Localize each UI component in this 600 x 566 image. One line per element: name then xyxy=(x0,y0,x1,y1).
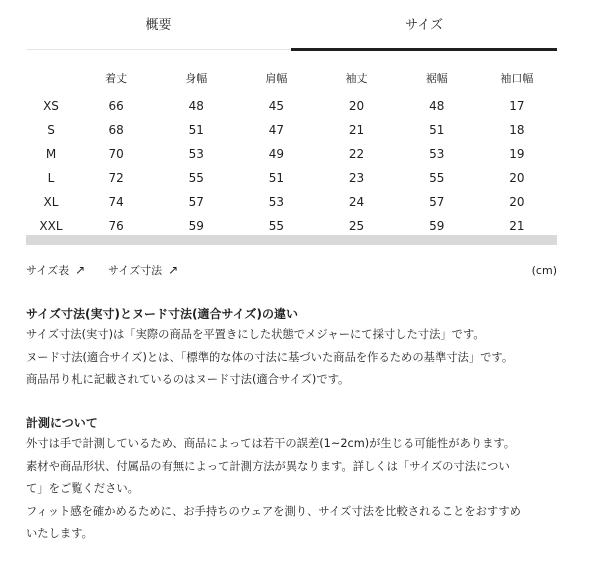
body-line: サイズ寸法(実寸)は「実際の商品を平置きにした状態でメジャーにて採寸した寸法」です。 xyxy=(26,328,485,341)
section-title-measurement: 計測について xyxy=(26,416,98,430)
table-row xyxy=(26,142,557,166)
body-line: フィット感を確かめるために、お手持ちのウェアを測り、サイズ寸法を比較されることをおすすめ xyxy=(26,504,521,518)
table-row xyxy=(26,94,557,118)
size-chart-link[interactable] xyxy=(26,262,85,278)
size-label: L xyxy=(47,171,55,185)
table-header-cell: 着丈 xyxy=(105,72,128,85)
table-header-cell xyxy=(26,62,76,94)
table-row xyxy=(26,190,557,214)
size-label: XXL xyxy=(39,219,63,233)
table-cell: 20 xyxy=(509,195,525,209)
table-cell: 51 xyxy=(268,171,285,185)
body-line: て」をご覧ください。 xyxy=(26,482,139,495)
unit-label: (cm) xyxy=(531,264,557,277)
table-cell: 48 xyxy=(429,99,445,113)
external-link-icon: ↗ xyxy=(75,263,86,277)
section-body-measurement xyxy=(26,433,566,546)
body-line: ヌード寸法(適合サイズ)とは、「標準的な体の寸法に基づいた商品を作るための基準寸法」です。 xyxy=(26,350,514,364)
table-header-cell: 袖口幅 xyxy=(500,72,534,85)
table-cell: 45 xyxy=(268,99,285,113)
table-cell: 59 xyxy=(429,219,445,233)
table-cell: 24 xyxy=(348,195,365,209)
table-header-cell: 裾幅 xyxy=(425,72,448,85)
table-header-cell: 身幅 xyxy=(185,72,208,85)
table-cell: 19 xyxy=(509,147,525,161)
body-line: 外寸は手で計測しているため、商品によっては若干の誤差(1~2cm)が生じる可能性があります。 xyxy=(26,437,516,450)
table-cell: 53 xyxy=(268,195,285,209)
table-cell: 21 xyxy=(509,219,525,233)
body-line: いたします。 xyxy=(26,527,93,540)
table-cell: 72 xyxy=(108,171,124,185)
table-cell: 21 xyxy=(348,123,365,137)
table-cell: 57 xyxy=(429,195,445,209)
table-cell: 22 xyxy=(348,147,365,161)
tab-overview[interactable]: 概要 xyxy=(145,18,172,33)
table-cell: 55 xyxy=(268,219,285,233)
table-cell: 55 xyxy=(429,171,445,185)
size-label: S xyxy=(47,123,55,137)
size-label: XS xyxy=(43,99,59,113)
size-label: XL xyxy=(43,195,59,209)
table-row xyxy=(26,118,557,142)
table-cell: 76 xyxy=(108,219,124,233)
external-link-icon: ↗ xyxy=(168,263,179,277)
table-cell: 59 xyxy=(188,219,204,233)
table-cell: 47 xyxy=(268,123,285,137)
table-cell: 51 xyxy=(429,123,445,137)
size-measure-link-label: サイズ寸法 xyxy=(108,264,163,277)
tab-size[interactable]: サイズ xyxy=(405,18,443,33)
size-chart-link-label: サイズ表 xyxy=(26,264,70,277)
body-line: 商品吊り札に記載されているのはヌード寸法(適合サイズ)です。 xyxy=(26,373,350,386)
table-row xyxy=(26,166,557,190)
table-cell: 17 xyxy=(509,99,525,113)
table-cell: 70 xyxy=(108,147,124,161)
table-cell: 49 xyxy=(268,147,285,161)
table-header-cell: 肩幅 xyxy=(265,72,288,85)
table-cell: 20 xyxy=(509,171,525,185)
table-cell: 51 xyxy=(188,123,204,137)
table-cell: 48 xyxy=(188,99,204,113)
table-cell: 20 xyxy=(348,99,365,113)
size-measure-link[interactable] xyxy=(108,262,178,278)
body-line: 素材や商品形状、付属品の有無によって計測方法が異なります。詳しくは「サイズの寸法につい xyxy=(26,459,510,473)
table-cell: 55 xyxy=(188,171,204,185)
table-cell: 68 xyxy=(108,123,124,137)
section-body-size-difference xyxy=(26,324,566,392)
size-table xyxy=(26,62,557,238)
active-tab-indicator xyxy=(291,48,557,51)
table-cell: 53 xyxy=(188,147,204,161)
table-header-row xyxy=(26,62,557,94)
table-cell: 53 xyxy=(429,147,445,161)
table-cell: 23 xyxy=(348,171,365,185)
table-cell: 57 xyxy=(188,195,204,209)
table-cell: 74 xyxy=(108,195,124,209)
table-cell: 66 xyxy=(108,99,124,113)
table-header-cell: 袖丈 xyxy=(345,72,368,85)
tab-bar xyxy=(26,0,557,52)
table-horizontal-scrollbar[interactable] xyxy=(26,235,557,245)
table-cell: 25 xyxy=(348,219,365,233)
size-label: M xyxy=(45,147,57,161)
table-cell: 18 xyxy=(509,123,525,137)
section-title-size-difference: サイズ寸法(実寸)とヌード寸法(適合サイズ)の違い xyxy=(26,307,299,321)
